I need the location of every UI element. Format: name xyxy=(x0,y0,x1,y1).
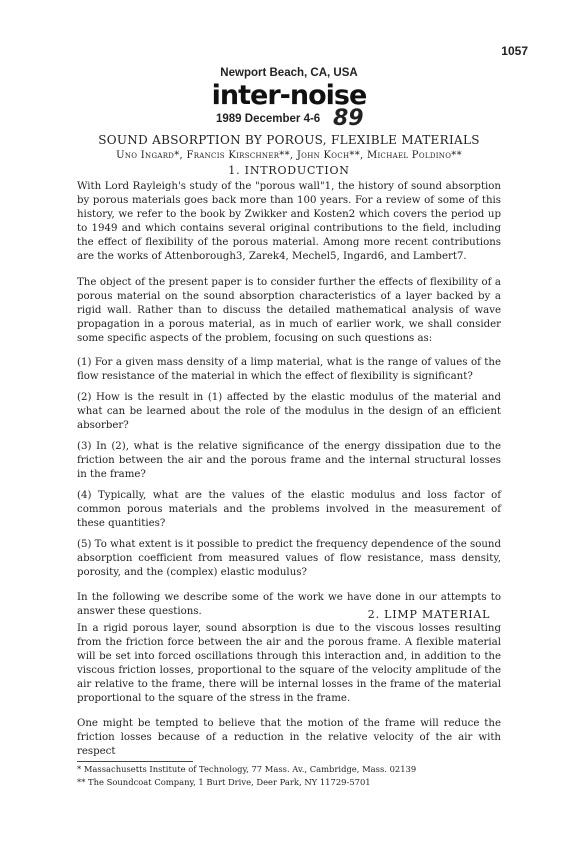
section-1-heading: 1. INTRODUCTION xyxy=(228,164,350,177)
intro-paragraph-3: In the following we describe some of the work we have done in our attempts to answer these questions. xyxy=(77,592,501,617)
question-4: (4) Typically, what are the values of the elastic modulus and loss factor of common porous materials and the problems involved in the measurement of these quantities? xyxy=(77,490,501,529)
paper-authors: Uno Ingard*, Francis Kirschner**, John Koch**, Michael Poldino** xyxy=(116,150,462,161)
limp-paragraph-1: In a rigid porous layer, sound absorption is due to the viscous losses resulting from the friction force between the air and the porous frame. A flexible material will be set into forced oscillations through this interaction and, in addition to the viscous friction losses, proportional to the square of the velocity amplitude of the air relative to the frame, there will be internal losses in the frame of the material proportional to the square of the stress in the frame. xyxy=(77,623,501,704)
footnote-2: ** The Soundcoat Company, 1 Burt Drive, Deer Park, NY 11729-5701 xyxy=(77,777,371,787)
question-5: (5) To what extent is it possible to predict the frequency dependence of the sound absorption coefficient from measured values of flow resistance, mass density, porosity, and the (complex) elastic modulus? xyxy=(77,539,501,578)
page-number: 1057 xyxy=(501,44,528,58)
conference-logo-year: 89 xyxy=(333,106,364,131)
paper-title: SOUND ABSORPTION BY POROUS, FLEXIBLE MATERIALS xyxy=(98,133,480,147)
intro-paragraph-2: The object of the present paper is to consider further the effects of flexibility of a porous material on the sound absorption characteristics of a layer backed by a rigid wall. Rather than to discuss the detailed mathematical analysis of wave propagation in a porous material, as in much of earlier work, we shall consider some specific aspects of the problem, focusing on such questions as: xyxy=(77,277,501,344)
question-2: (2) How is the result in (1) affected by the elastic modulus of the material and what can be learned about the role of the modulus in the design of an efficient absorber? xyxy=(77,392,501,431)
conference-dates: 1989 December 4-6 xyxy=(216,113,321,125)
question-1: (1) For a given mass density of a limp material, what is the range of values of the flow resistance of the material in which the effect of flexibility is significant? xyxy=(77,357,501,382)
section-2-heading: 2. LIMP MATERIAL xyxy=(367,608,491,621)
limp-paragraph-2: One might be tempted to believe that the motion of the frame will reduce the friction losses because of a reduction in the relative velocity of the air with respect xyxy=(77,718,501,757)
footnote-1: * Massachusetts Institute of Technology, 77 Mass. Av., Cambridge, Mass. 02139 xyxy=(77,764,417,774)
footnote-rule xyxy=(77,761,193,762)
conference-location: Newport Beach, CA, USA xyxy=(220,67,358,79)
question-3: (3) In (2), what is the relative significance of the energy dissipation due to the friction between the air and the porous frame and the internal structural losses in the frame? xyxy=(77,441,501,480)
conference-logo: inter-noise xyxy=(211,80,367,111)
intro-paragraph-1: With Lord Rayleigh's study of the "porous wall"1, the history of sound absorption by porous materials goes back more than 100 years. For a review of some of this history, we refer to the book by Zwikker and Kosten2 which covers the period up to 1949 and which contains several original contributions to the field, including the effect of flexibility of the porous material. Among more recent contributions are the works of Attenborough3, Zarek4, Mechel5, Ingard6, and Lambert7. xyxy=(77,181,501,262)
